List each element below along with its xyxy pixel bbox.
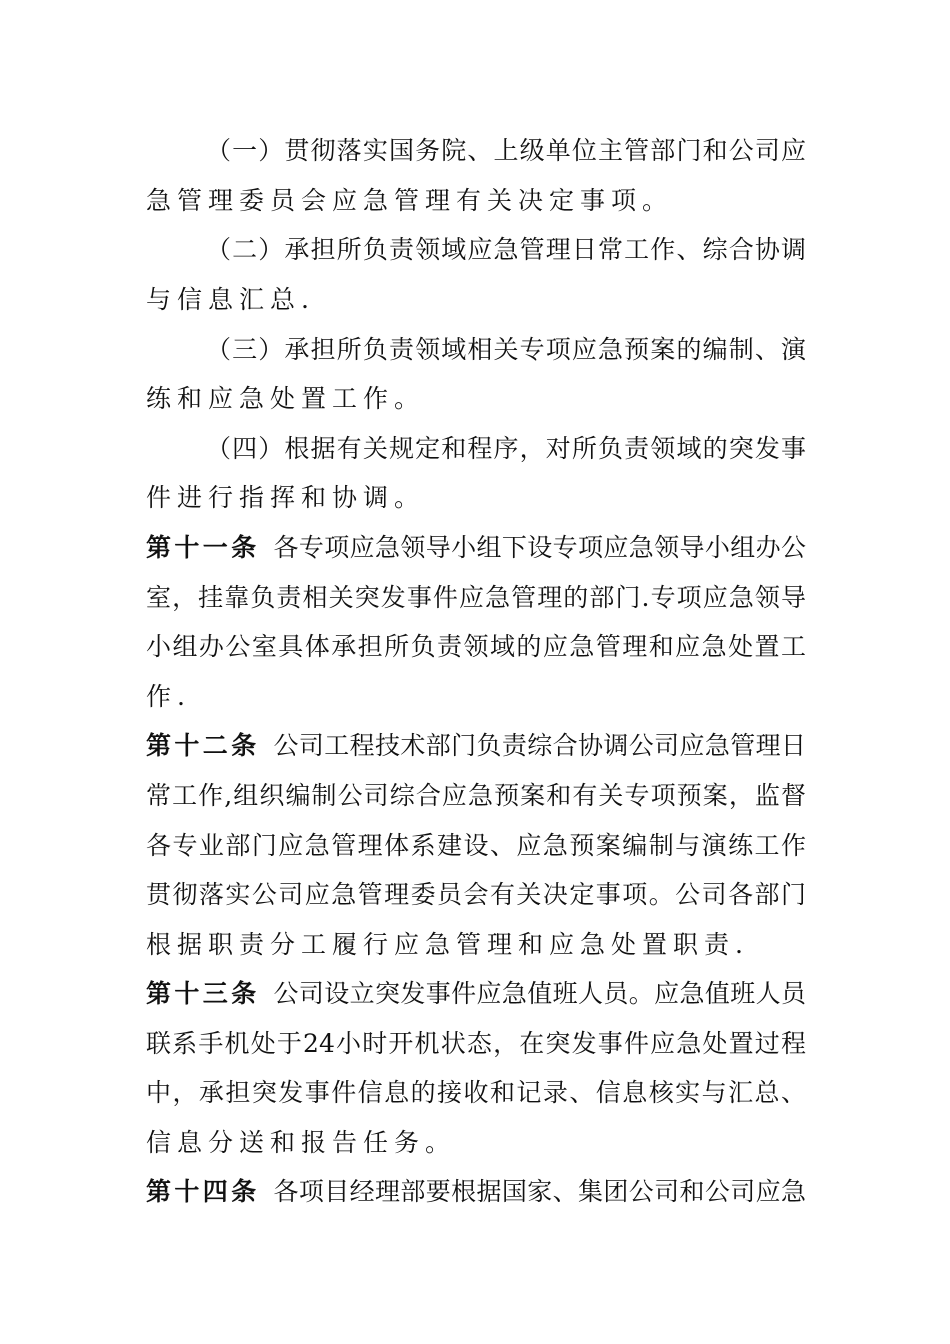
article-13-first-line [146, 974, 806, 1014]
article-13-heading: 第十三条 [146, 979, 260, 1008]
article-11-line-4: 作. [146, 682, 191, 711]
item-4-line-2: 件进行指挥和协调。 [146, 483, 426, 512]
article-12-line-4: 贯彻落实公司应急管理委员会有关决定事项。公司各部门 [146, 880, 806, 909]
article-12-heading: 第十二条 [146, 731, 260, 760]
article-14-heading: 第十四条 [146, 1177, 260, 1206]
article-11-line-2: 室，挂靠负责相关突发事件应急管理的部门.专项应急领导 [146, 583, 806, 612]
article-12-first-line [146, 726, 806, 766]
item-3-line-2: 练和应急处置工作。 [146, 384, 426, 413]
article-13-first-text: 公司设立突发事件应急值班人员。应急值班人员 [273, 979, 806, 1008]
article-11-line-3: 小组办公室具体承担所负责领域的应急管理和应急处置工 [146, 632, 806, 661]
article-12-line-2: 常工作,组织编制公司综合应急预案和有关专项预案，监督 [146, 781, 806, 810]
item-1-line-2: 急管理委员会应急管理有关决定事项。 [146, 186, 674, 215]
item-1-line-1: （一）贯彻落实国务院、上级单位主管部门和公司应 [206, 136, 806, 165]
article-11-heading: 第十一条 [146, 533, 260, 562]
article-14-first-line [146, 1172, 806, 1212]
item-4-line-1: （四）根据有关规定和程序，对所负责领域的突发事 [206, 434, 806, 463]
item-2-line-2: 与信息汇总. [146, 285, 315, 314]
article-12-first-text: 公司工程技术部门负责综合协调公司应急管理日 [273, 731, 806, 760]
article-13-line-2: 联系手机处于24小时开机状态，在突发事件应急处置过程 [146, 1029, 806, 1058]
article-11-first-line [146, 528, 806, 568]
article-14-first-text: 各项目经理部要根据国家、集团公司和公司应急 [273, 1177, 806, 1206]
article-12-line-5: 根据职责分工履行应急管理和应急处置职责. [146, 930, 749, 959]
item-2-line-1: （二）承担所负责领域应急管理日常工作、综合协调 [206, 235, 806, 264]
article-11-first-text: 各专项应急领导小组下设专项应急领导小组办公 [273, 533, 806, 562]
article-12-line-3: 各专业部门应急管理体系建设、应急预案编制与演练工作 [146, 831, 806, 860]
article-13-line-4: 信息分送和报告任务。 [146, 1128, 457, 1157]
item-3-line-1: （三）承担所负责领域相关专项应急预案的编制、演 [206, 335, 806, 364]
article-13-line-3: 中，承担突发事件信息的接收和记录、信息核实与汇总、 [146, 1078, 806, 1107]
